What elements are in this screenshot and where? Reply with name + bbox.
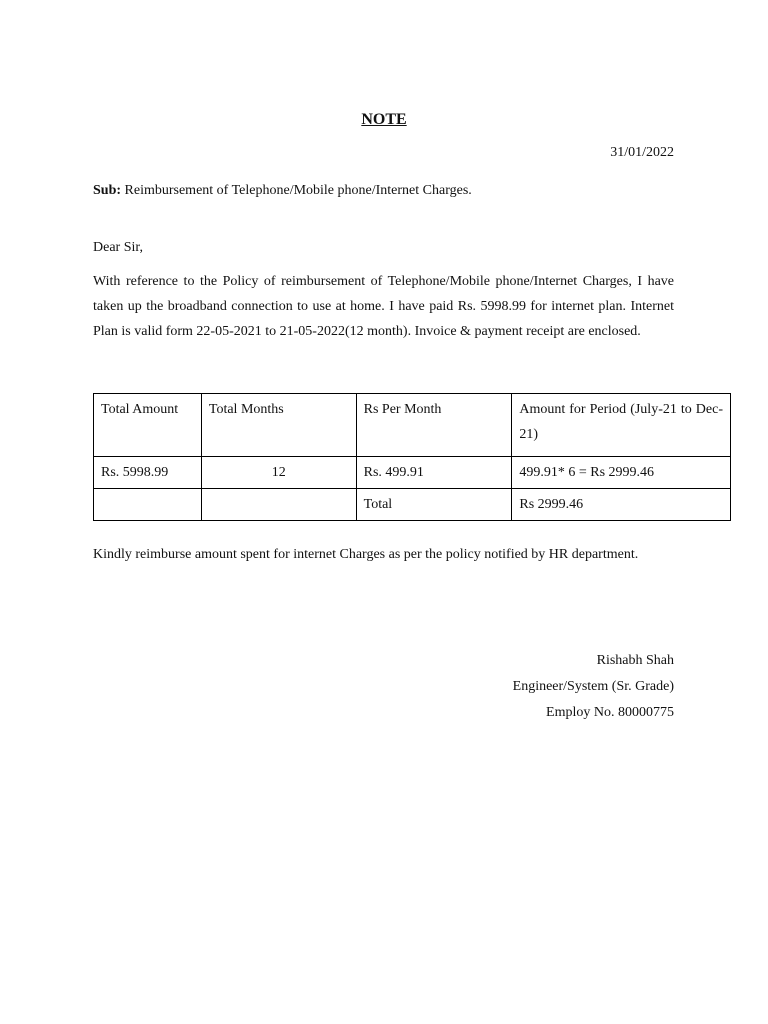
note-title: NOTE [361,111,407,128]
table-total-row [94,489,731,521]
cell-total-amount: Rs. 5998.99 [94,457,202,489]
header-total-months: Total Months [201,394,356,457]
cell-total-months: 12 [201,457,356,489]
signatory-name: Rishabh Shah [596,653,674,668]
cell-total-value: Rs 2999.46 [512,489,731,521]
body-paragraph: With reference to the Policy of reimbursement of Telephone/Mobile phone/Internet Charges, I have taken up the broadband connection to use at home. I have paid Rs. 5998.99 for internet plan. Internet Plan is valid form 22-05-2021 to 21-05-2022(12 month). Invoice & payment receipt are enclosed. [93,274,674,339]
table-row [94,457,731,489]
header-total-amount: Total Amount [94,394,202,457]
subject-label: Sub: [93,183,122,198]
cell-empty-1 [94,489,202,521]
closing-paragraph: Kindly reimburse amount spent for internet Charges as per the policy notified by HR department. [93,547,639,562]
subject-text: Reimbursement of Telephone/Mobile phone/Internet Charges. [121,183,472,198]
signatory-employee-no: Employ No. 80000775 [546,705,674,720]
signatory-designation: Engineer/System (Sr. Grade) [512,679,674,694]
signature-block [513,648,674,726]
salutation: Dear Sir, [93,240,143,255]
cell-amount-for-period: 499.91* 6 = Rs 2999.46 [512,457,731,489]
cell-empty-2 [201,489,356,521]
cell-total-label: Total [356,489,512,521]
header-rs-per-month: Rs Per Month [356,394,512,457]
table-header-row [94,394,731,457]
cell-rs-per-month: Rs. 499.91 [356,457,512,489]
subject-line [93,183,472,199]
note-date: 31/01/2022 [610,145,674,160]
reimbursement-table [93,393,731,521]
header-amount-for-period: Amount for Period (July-21 to Dec-21) [512,394,731,457]
